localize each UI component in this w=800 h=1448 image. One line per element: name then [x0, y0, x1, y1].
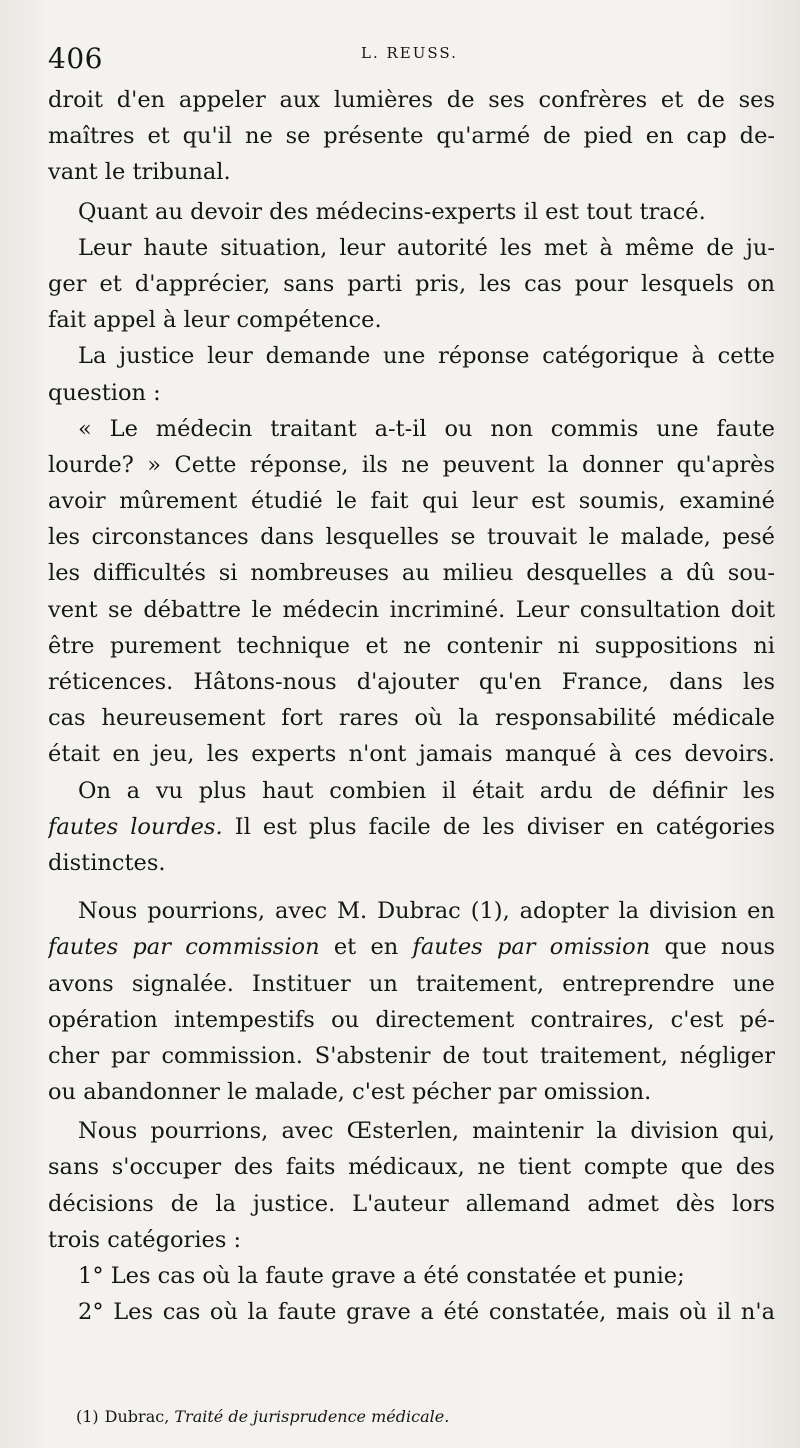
paragraph-start: Nous pourrions, avec M. Dubrac (1), adopter la division en [78, 898, 775, 925]
text-line: cas heureusement fort rares où la responsabilité médicale [48, 705, 775, 732]
text-line: était en jeu, les experts n'ont jamais manqué à ces devoirs. [48, 741, 775, 768]
italic-term: fautes par omission [412, 934, 651, 961]
text-line: cher par commission. S'abstenir de tout traitement, négliger [48, 1042, 775, 1069]
text-line: décisions de la justice. L'auteur allemand admet dès lors [48, 1190, 775, 1217]
text-line: être purement technique et ne contenir ni suppositions ni [48, 632, 775, 659]
paragraph-start: Nous pourrions, avec Œsterlen, maintenir la division qui, [78, 1118, 775, 1145]
running-head [48, 36, 778, 76]
text-line: droit d'en appeler aux lumières de ses confrères et de ses [48, 87, 775, 113]
paragraph-start: « Le médecin traitant a-t-il ou non commis une faute [78, 415, 775, 442]
footnote-title: Traité de jurisprudence médicale. [174, 1407, 450, 1426]
text-line: distinctes. [48, 849, 166, 876]
paragraph-start: Leur haute situation, leur autorité les met à même de ju- [78, 234, 775, 261]
body-text [48, 82, 775, 1330]
list-item: 2° Les cas où la faute grave a été constatée, mais où il n'a [78, 1299, 775, 1326]
footnote-marker: (1) [76, 1407, 99, 1426]
footnote [76, 1407, 449, 1426]
paragraph-start: On a vu plus haut combien il était ardu de définir les [78, 777, 775, 804]
text-line: fautes lourdes. Il est plus facile de les diviser en catégories [48, 813, 775, 840]
text-line: ou abandonner le malade, c'est pécher par omission. [48, 1079, 652, 1106]
text-line: fait appel à leur compétence. [48, 307, 382, 334]
text-line: question : [48, 379, 161, 406]
text-line: réticences. Hâtons-nous d'ajouter qu'en France, dans les [48, 669, 775, 695]
text-line: les difficultés si nombreuses au milieu desquelles a dû sou- [48, 560, 775, 587]
text-line: opération intempestifs ou directement contraires, c'est pé- [48, 1006, 775, 1033]
text-line: vant le tribunal. [48, 159, 231, 186]
text-line: fautes par commission et en fautes par omission que nous [48, 934, 775, 961]
footnote-author: Dubrac, [104, 1407, 170, 1426]
text-line: lourde? » Cette réponse, ils ne peuvent la donner qu'après [48, 451, 775, 478]
text-line: maîtres et qu'il ne se présente qu'armé de pied en cap de- [48, 123, 775, 150]
text-line: avons signalée. Instituer un traitement, entreprendre une [48, 970, 775, 997]
italic-term: fautes lourdes. [48, 813, 223, 840]
text-line: ger et d'apprécier, sans parti pris, les cas pour lesquels on [48, 270, 775, 297]
text-line: sans s'occuper des faits médicaux, ne tient compte que des [48, 1154, 775, 1181]
text-line: avoir mûrement étudié le fait qui leur est soumis, examiné [48, 488, 775, 515]
list-item: 1° Les cas où la faute grave a été constatée et punie; [78, 1263, 685, 1289]
paragraph-start: La justice leur demande une réponse catégorique à cette [78, 343, 775, 370]
paragraph-start: Quant au devoir des médecins-experts il est tout tracé. [78, 198, 706, 225]
text-line: trois catégories : [48, 1226, 242, 1253]
page-number: 406 [48, 42, 103, 75]
author-header: L. REUSS. [361, 44, 458, 62]
italic-term: fautes par commission [48, 934, 320, 961]
text-line: vent se débattre le médecin incriminé. Leur consultation doit [48, 596, 775, 623]
text-line: les circonstances dans lesquelles se trouvait le malade, pesé [48, 524, 775, 551]
